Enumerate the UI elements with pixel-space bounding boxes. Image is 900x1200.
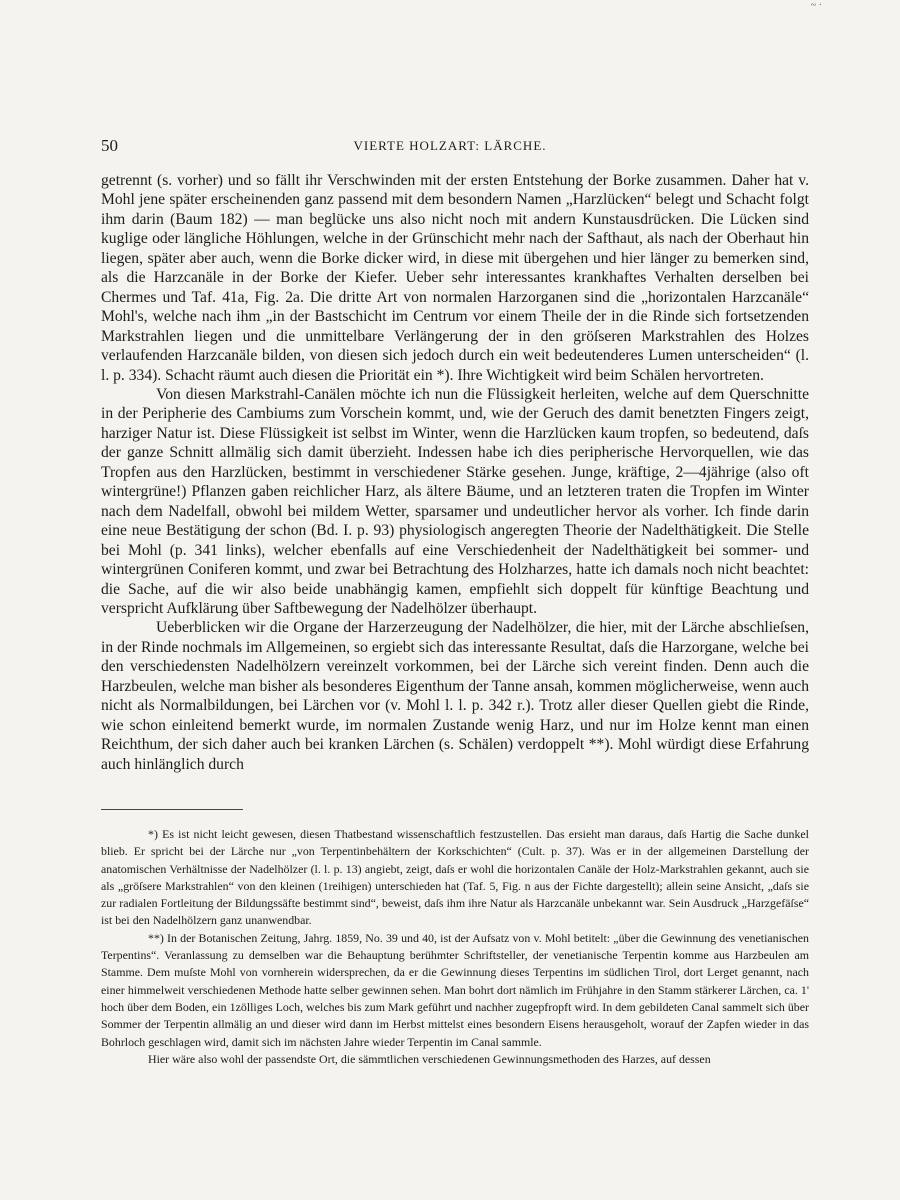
page-number: 50 [101, 136, 118, 155]
paragraph-3: Ueberblicken wir die Organe der Harzerzeugung der Nadelhölzer, die hier, mit der Lärche abschlieſsen, in der Rinde nochmals im Allgemeinen, so ergiebt sich das interessante Resultat, daſs die Harzorgane, welche bei den verschiedensten Nadelhölzern vereinzelt vorkommen, bei der Lärche sich vereint finden. Denn auch die Harzbeulen, welche man bisher als besonderes Eigenthum der Tanne ansah, kommen möglicherweise, wenn auch nicht als Normalbildungen, bei Lärchen vor (v. Mohl l. l. p. 342 r.). Trotz aller dieser Quellen giebt die Rinde, wie schon einleitend bemerkt wurde, im normalen Zustande wenig Harz, und nur im Holze kennt man einen Reichthum, der sich daher auch bei kranken Lärchen (s. Schälen) verdoppelt **). Mohl würdigt diese Erfahrung auch hinlänglich durch [101, 619, 809, 773]
running-head: VIERTE HOLZART: LÄRCHE. [353, 138, 547, 153]
paragraph-1: getrennt (s. vorher) und so fällt ihr Verschwinden mit der ersten Entstehung der Borke zusammen. Daher hat v. Mohl jene später erscheinenden ganz passend mit dem besondern Namen „Harzlücken“ belegt und Schacht folgt ihm darin (Baum 182) — man beglücke uns also nicht noch mit andern Kunstausdrücken. Die Lücken sind kuglige oder längliche Höhlungen, welche in der Grünschicht mehr nach der Safthaut, als nach der Oberhaut hin liegen, später aber auch, wenn die Borke dicker wird, in diese mit übergehen und hier länger zu bemerken sind, als die Harzcanäle in der Borke der Kiefer. Ueber sehr interessantes krankhaftes Verhalten derselben bei Chermes und Taf. 41a, Fig. 2a. Die dritte Art von normalen Harzorganen sind die „horizontalen Harzcanäle“ Mohl's, welche nach ihm „in der Bastschicht im Centrum vor einem Theile der in die Rinde sich fortsetzenden Markstrahlen liegen und die unmittelbare Verlängerung der in den gröſseren Markstrahlen des Holzes verlaufenden Harzcanäle bilden, von diesen sich jedoch durch ein weit bedeutenderes Lumen unterscheiden“ (l. l. p. 334). Schacht räumt auch diesen die Priorität ein *). Ihre Wichtigkeit wird beim Schälen hervortreten. [101, 172, 809, 384]
footnotes [101, 826, 809, 1068]
footnote-divider [101, 809, 243, 810]
footnote-2: **) In der Botanischen Zeitung, Jahrg. 1859, No. 39 und 40, ist der Aufsatz von v. Mohl betitelt: „über die Gewinnung des venetianischen Terpentins“. Veranlassung zu demselben war die Behauptung berühmter Schriftsteller, der venetianische Terpentin komme aus Harzbeulen am Stamme. Dem muſste Mohl von vornherein widersprechen, da er die Gewinnung dieses Terpentins im südlichen Tirol, dort Lerget genannt, nach einer himmelweit verschiedenen Methode hatte selber gewinnen sehen. Man bohrt dort nämlich im Frühjahre in den Stamm stärkerer Lärchen, ca. 1' hoch über dem Boden, ein 1zölliges Loch, welches bis zum Mark geführt und nachher zugepfropft wird. In dem gebildeten Canal sammelt sich über Sommer der Terpentin allmälig an und dieser wird dann im Herbst mittelst eines besondern Eisens herausgeholt, worauf der Zapfen wieder in das Bohrloch geschlagen wird, damit sich im nächsten Jahre wieder Terpentin im Canal sammle. [101, 930, 809, 1049]
scan-mark: ~ · [810, 0, 822, 11]
footnote-1: *) Es ist nicht leicht gewesen, diesen Thatbestand wissenschaftlich festzustellen. Das ersieht man daraus, daſs Hartig die Sache dunkel blieb. Er spricht bei der Lärche nur „von Terpentinbehältern der Korkschichten“ (Cult. p. 37). Was er in der allgemeinen Darstellung der anatomischen Verhältnisse der Nadelhölzer (l. l. p. 13) angiebt, zeigt, daſs er wohl die horizontalen Canäle der Holz-Markstrahlen gekannt, auch sie als „gröſsere Markstrahlen“ von den kleinen (1reihigen) unterschieden hat (Taf. 5, Fig. n aus der Fichte dargestellt); allein seine Ansicht, „daſs sie zur radialen Fortleitung der Bildungssäfte bestimmt sind“, beweist, daſs ihm ihre Natur als Harzcanäle unbekannt war. Sein Ausdruck „Harzgefäſse“ ist bei den Nadelhölzern ganz unanwendbar. [101, 827, 809, 928]
body-text [101, 171, 809, 774]
footnote-3: Hier wäre also wohl der passendste Ort, die sämmtlichen verschiedenen Gewinnungsmethoden des Harzes, auf dessen [148, 1051, 711, 1066]
paragraph-2: Von diesen Markstrahl-Canälen möchte ich nun die Flüssigkeit herleiten, welche auf dem Querschnitte in der Peripherie des Cambiums zum Vorschein kommt, und, wie der Geruch des damit benetzten Fingers zeigt, harziger Natur ist. Diese Flüssigkeit ist selbst im Winter, wenn die Harzlücken kaum tropfen, so bedeutend, daſs der ganze Schnitt allmälig sich damit überzieht. Indessen habe ich dies peripherische Hervorquellen, wie das Tropfen aus den Harzlücken, bestimmt in verschiedener Stärke gesehen. Junge, kräftige, 2—4jährige (also oft wintergrüne!) Pflanzen gaben reichlicher Harz, als ältere Bäume, und an letzteren traten die Tropfen im Winter nach dem Nadelfall, obwohl bei mildem Wetter, sparsamer und undeutlicher hervor als vorher. Ich finde darin eine neue Bestätigung der schon (Bd. I. p. 93) physiologisch angeregten Theorie der Nadelthätigkeit. Die Stelle bei Mohl (p. 341 links), welcher ebenfalls auf eine Verschiedenheit der Nadelthätigkeit bei sommer- und wintergrünen Coniferen kommt, und zwar bei Betrachtung des Holzharzes, hatte ich damals noch nicht beachtet: die Sache, auf die wir also beide unabhängig kamen, empfiehlt sich doppelt für künftige Beachtung und verspricht Aufklärung über Saftbewegung der Nadelhölzer überhaupt. [101, 385, 809, 617]
